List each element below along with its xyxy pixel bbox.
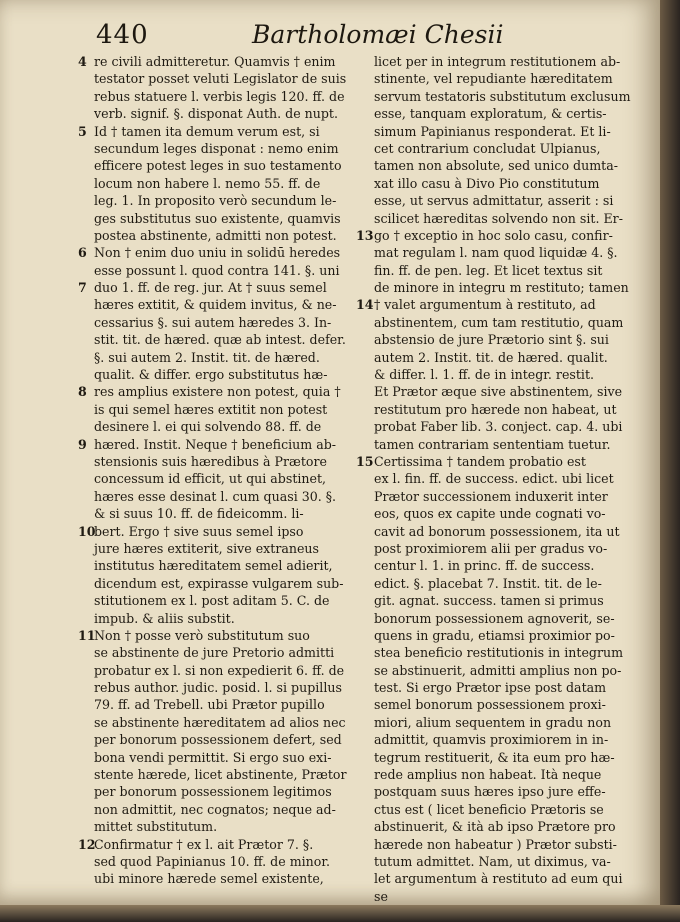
line-text: non admittit, nec cognatos; neque ad- bbox=[94, 801, 336, 817]
text-line bbox=[358, 627, 630, 644]
line-text: tegrum restituerit, & ita eum pro hæ- bbox=[374, 749, 615, 765]
line-text: ex l. fin. ff. de success. edict. ubi licet bbox=[374, 471, 614, 487]
line-text: rede amplius non habeat. Ità neque bbox=[374, 767, 602, 783]
text-line bbox=[78, 436, 368, 453]
line-text: se abstinente de jure Pretorio admitti bbox=[94, 645, 335, 661]
line-text: cet contrarium concludat Ulpianus, bbox=[374, 140, 601, 156]
line-text: institutus hæreditatem semel adierit, bbox=[94, 558, 333, 574]
line-text: abstensio de jure Prætorio sint §. sui bbox=[374, 332, 609, 348]
text-line bbox=[78, 540, 368, 557]
text-line bbox=[358, 679, 630, 696]
line-text: se abstinente hæreditatem ad alios nec bbox=[94, 714, 346, 730]
line-text: let argumentum à restituto ad eum qui bbox=[374, 871, 623, 887]
line-text: §. sui autem 2. Instit. tit. de hæred. bbox=[94, 349, 320, 365]
marginal-number: 15 bbox=[356, 453, 374, 469]
text-line bbox=[358, 470, 630, 487]
text-line bbox=[358, 262, 630, 279]
text-line bbox=[78, 801, 368, 818]
line-text: autem 2. Instit. tit. de hæred. qualit. bbox=[374, 349, 608, 365]
text-line bbox=[358, 436, 630, 453]
line-text: mittet substitutum. bbox=[94, 819, 218, 835]
text-line bbox=[78, 783, 368, 800]
line-text: testator posset veluti Legislator de suis bbox=[94, 71, 347, 87]
line-text: admittit, quamvis proximiorem in in- bbox=[374, 732, 609, 748]
line-text: abstinentem, cum tam restitutio, quam bbox=[374, 314, 624, 330]
line-text: & si suus 10. ff. de fideicomm. li- bbox=[94, 506, 304, 522]
line-text: stinente, vel repudiante hæreditatem bbox=[374, 71, 613, 87]
text-line bbox=[358, 296, 630, 313]
marginal-number: 8 bbox=[78, 384, 87, 400]
page-bottom-edge bbox=[0, 905, 680, 922]
line-text: qualit. & differ. ergo substitutus hæ- bbox=[94, 367, 328, 383]
line-text: go † exceptio in hoc solo casu, confir- bbox=[374, 227, 613, 243]
text-line bbox=[78, 53, 368, 70]
marginal-number: 12 bbox=[78, 836, 96, 852]
line-text: postea abstinente, admitti non potest. bbox=[94, 227, 337, 243]
line-text: Non † posse verò substitutum suo bbox=[94, 627, 310, 643]
text-line bbox=[358, 714, 630, 731]
text-line bbox=[358, 88, 630, 105]
text-line bbox=[358, 157, 630, 174]
text-line bbox=[78, 244, 368, 261]
text-line bbox=[358, 749, 630, 766]
line-text: servum testatoris substitutum exclusum bbox=[374, 88, 631, 104]
marginal-number: 9 bbox=[78, 436, 87, 452]
text-line bbox=[358, 210, 630, 227]
text-line bbox=[78, 175, 368, 192]
text-line bbox=[358, 696, 630, 713]
line-text: res amplius existere non potest, quia † bbox=[94, 384, 341, 400]
line-text: ctus est ( licet beneficio Prætoris se bbox=[374, 801, 604, 817]
text-line bbox=[358, 70, 630, 87]
line-text: stensionis suis hæredibus à Prætore bbox=[94, 453, 327, 469]
line-text: ubi minore hærede semel existente, bbox=[94, 871, 324, 887]
line-text: hæres extitit, & quidem invitus, & ne- bbox=[94, 297, 337, 313]
text-line bbox=[78, 349, 368, 366]
text-line bbox=[78, 262, 368, 279]
line-text: re civili admitteretur. Quamvis † enim bbox=[94, 54, 336, 69]
text-line bbox=[358, 644, 630, 661]
marginal-number: 13 bbox=[356, 227, 374, 243]
line-text: Non † enim duo uniu in solidū heredes bbox=[94, 245, 341, 261]
line-text: is qui semel hæres extitit non potest bbox=[94, 401, 328, 417]
line-text: ges substitutus suo existente, quamvis bbox=[94, 210, 341, 226]
text-line bbox=[358, 505, 630, 522]
line-text: probat Faber lib. 3. conject. cap. 4. ubi bbox=[374, 419, 623, 435]
line-text: quens in gradu, etiamsi proximior po- bbox=[374, 627, 615, 643]
line-text: tamen non absolute, sed unico dumta- bbox=[374, 158, 618, 174]
line-text: secundum leges disponat : nemo enim bbox=[94, 140, 339, 156]
line-text: esse possunt l. quod contra 141. §. uni bbox=[94, 262, 340, 278]
line-text: stea beneficio restitutionis in integrum bbox=[374, 645, 624, 661]
text-line bbox=[78, 749, 368, 766]
marginal-number: 10 bbox=[78, 523, 96, 539]
line-text: Confirmatur † ex l. ait Prætor 7. §. bbox=[94, 836, 314, 852]
text-line bbox=[78, 523, 368, 540]
line-text: & differ. l. 1. ff. de in integr. restit. bbox=[374, 367, 595, 383]
marginal-number: 7 bbox=[78, 280, 87, 296]
line-text: per bonorum possessionem defert, sed bbox=[94, 732, 342, 748]
line-text: impub. & aliis substit. bbox=[94, 610, 235, 626]
text-line bbox=[78, 627, 368, 644]
line-text: 79. ff. ad Trebell. ubi Prætor pupillo bbox=[94, 697, 325, 713]
text-line bbox=[78, 453, 374, 470]
line-text: fin. ff. de pen. leg. Et licet textus sit bbox=[374, 262, 603, 278]
text-line bbox=[358, 540, 630, 557]
marginal-number: 5 bbox=[78, 123, 87, 139]
marginal-number: 11 bbox=[78, 627, 96, 643]
text-line bbox=[78, 70, 368, 87]
line-text: post proximiorem alii per gradus vo- bbox=[374, 540, 608, 556]
text-line bbox=[78, 88, 368, 105]
text-line bbox=[358, 836, 630, 853]
text-line bbox=[358, 818, 630, 835]
text-line bbox=[78, 696, 368, 713]
line-text: cavit ad bonorum possessionem, ita ut bbox=[374, 523, 620, 539]
text-line bbox=[358, 488, 630, 505]
text-line bbox=[358, 349, 630, 366]
text-line bbox=[358, 175, 630, 192]
text-line bbox=[78, 296, 374, 313]
line-text: dicendum est, expirasse vulgarem sub- bbox=[94, 575, 344, 591]
text-line bbox=[78, 314, 368, 331]
line-text: xat illo casu à Divo Pio constitutum bbox=[374, 175, 600, 191]
line-text: esse, tanquam exploratum, & certis- bbox=[374, 106, 607, 122]
line-text: licet per in integrum restitutionem ab- bbox=[374, 54, 621, 69]
text-line bbox=[78, 853, 368, 870]
running-head: Bartholomæi Chesii bbox=[252, 20, 504, 49]
text-line bbox=[78, 870, 368, 887]
line-text: cessarius §. sui autem hæredes 3. In- bbox=[94, 314, 332, 330]
line-text: bonorum possessionem agnoverit, se- bbox=[374, 610, 615, 626]
line-text: de minore in integru m restituto; tamen bbox=[374, 280, 629, 296]
line-text: rebus author. judic. posid. l. si pupillus bbox=[94, 680, 342, 696]
line-text: stitutionem ex l. post aditam 5. C. de bbox=[94, 593, 330, 609]
line-text: scilicet hæreditas solvendo non sit. Er- bbox=[374, 210, 623, 226]
line-text: hæred. Instit. Neque † beneficium ab- bbox=[94, 436, 337, 452]
line-text: eos, quos ex capite unde cognati vo- bbox=[374, 506, 606, 522]
text-line bbox=[78, 644, 368, 661]
text-line bbox=[358, 575, 630, 592]
line-text: Et Prætor æque sive abstinentem, sive bbox=[374, 384, 623, 400]
line-text: tamen contrariam sententiam tuetur. bbox=[374, 436, 611, 452]
text-line bbox=[78, 279, 368, 296]
line-text: rebus statuere l. verbis legis 120. ff. de bbox=[94, 88, 345, 104]
line-text: se abstinuerit, admitti amplius non po- bbox=[374, 662, 622, 678]
text-line bbox=[358, 383, 630, 400]
text-line bbox=[78, 470, 368, 487]
text-line bbox=[358, 888, 630, 905]
text-line bbox=[78, 401, 368, 418]
text-line bbox=[78, 557, 368, 574]
book-gutter bbox=[660, 0, 680, 922]
text-line bbox=[78, 488, 368, 505]
text-line bbox=[78, 818, 368, 835]
line-text: restitutum pro hærede non habeat, ut bbox=[374, 401, 617, 417]
text-line bbox=[78, 731, 368, 748]
text-line bbox=[78, 366, 368, 383]
text-line bbox=[358, 731, 630, 748]
text-line bbox=[78, 105, 368, 122]
line-text: stente hærede, licet abstinente, Prætor bbox=[94, 767, 347, 783]
text-line bbox=[358, 244, 630, 261]
text-line bbox=[78, 610, 368, 627]
text-line bbox=[78, 592, 368, 609]
text-line bbox=[78, 227, 374, 244]
line-text: abstinuerit, & ità ab ipso Prætore pro bbox=[374, 819, 616, 835]
line-text: se bbox=[374, 888, 388, 904]
line-text: hærede non habeatur ) Prætor substi- bbox=[374, 836, 617, 852]
line-text: hæres esse desinat l. cum quasi 30. §. bbox=[94, 488, 337, 504]
text-line bbox=[78, 157, 368, 174]
line-text: verb. signif. §. disponat Auth. de nupt. bbox=[94, 106, 338, 122]
line-text: duo 1. ff. de reg. jur. At † suus semel bbox=[94, 280, 327, 296]
text-line bbox=[78, 679, 368, 696]
text-line bbox=[358, 418, 630, 435]
text-line bbox=[358, 123, 630, 140]
line-text: centur l. 1. in princ. ff. de success. bbox=[374, 558, 595, 574]
page-header bbox=[96, 14, 656, 54]
marginal-number: 4 bbox=[78, 54, 87, 69]
text-line bbox=[78, 192, 368, 209]
line-text: semel bonorum possessionem proxi- bbox=[374, 697, 606, 713]
text-line bbox=[358, 140, 630, 157]
line-text: concessum id efficit, ut qui abstinet, bbox=[94, 471, 327, 487]
line-text: tutum admittet. Nam, ut diximus, va- bbox=[374, 853, 611, 869]
line-text: test. Si ergo Prætor ipse post datam bbox=[374, 680, 607, 696]
text-line bbox=[358, 766, 630, 783]
marginal-number: 14 bbox=[356, 297, 374, 313]
text-line bbox=[358, 192, 630, 209]
line-text: efficere potest leges in suo testamento bbox=[94, 158, 342, 174]
line-text: git. agnat. success. tamen si primus bbox=[374, 593, 604, 609]
text-line bbox=[358, 801, 630, 818]
text-line bbox=[358, 401, 630, 418]
left-text-column bbox=[78, 53, 374, 888]
text-line bbox=[78, 331, 368, 348]
line-text: per bonorum possessionem legitimos bbox=[94, 784, 332, 800]
line-text: † valet argumentum à restituto, ad bbox=[374, 297, 596, 313]
line-text: bert. Ergo † sive suus semel ipso bbox=[94, 523, 304, 539]
text-line bbox=[78, 210, 368, 227]
text-line bbox=[78, 123, 368, 140]
line-text: jure hæres extiterit, sive extraneus bbox=[94, 540, 319, 556]
text-line bbox=[358, 279, 630, 296]
line-text: simum Papinianus responderat. Et li- bbox=[374, 123, 611, 139]
line-text: mat regulam l. nam quod liquidæ 4. §. bbox=[374, 245, 618, 261]
text-line bbox=[358, 331, 630, 348]
line-text: sed quod Papinianus 10. ff. de minor. bbox=[94, 853, 330, 869]
text-line bbox=[358, 610, 630, 627]
text-line bbox=[358, 523, 630, 540]
line-text: miori, alium sequentem in gradu non bbox=[374, 714, 612, 730]
line-text: Certissima † tandem probatio est bbox=[374, 453, 586, 469]
line-text: leg. 1. In proposito verò secundum le- bbox=[94, 193, 337, 209]
line-text: Prætor successionem induxerit inter bbox=[374, 488, 608, 504]
text-line bbox=[358, 662, 630, 679]
line-text: desinere l. ei qui solvendo 88. ff. de bbox=[94, 419, 322, 435]
text-line bbox=[78, 714, 368, 731]
text-line bbox=[358, 105, 630, 122]
text-line bbox=[358, 853, 630, 870]
marginal-number: 6 bbox=[78, 245, 87, 261]
line-text: esse, ut servus admittatur, asserit : si bbox=[374, 193, 614, 209]
text-line bbox=[78, 836, 368, 853]
text-line bbox=[358, 314, 630, 331]
text-line bbox=[358, 783, 630, 800]
text-line bbox=[78, 140, 368, 157]
line-text: bona vendi permittit. Si ergo suo exi- bbox=[94, 749, 332, 765]
line-text: probatur ex l. si non expedierit 6. ff. de bbox=[94, 662, 345, 678]
right-text-column bbox=[358, 53, 630, 905]
text-line bbox=[358, 557, 630, 574]
line-text: postquam suus hæres ipso jure effe- bbox=[374, 784, 606, 800]
text-line bbox=[78, 575, 368, 592]
text-line bbox=[78, 662, 368, 679]
text-line bbox=[358, 227, 630, 244]
text-line bbox=[78, 505, 368, 522]
text-line bbox=[358, 870, 630, 887]
line-text: edict. §. placebat 7. Instit. tit. de le- bbox=[374, 575, 602, 591]
page-number: 440 bbox=[96, 20, 149, 50]
text-line bbox=[78, 383, 368, 400]
text-line bbox=[358, 453, 630, 470]
line-text: locum non habere l. nemo 55. ff. de bbox=[94, 175, 321, 191]
text-line bbox=[358, 53, 630, 70]
line-text: Id † tamen ita demum verum est, si bbox=[94, 123, 320, 139]
text-line bbox=[358, 366, 630, 383]
text-line bbox=[78, 766, 368, 783]
line-text: stit. tit. de hæred. quæ ab intest. defer. bbox=[94, 332, 346, 348]
text-line bbox=[358, 592, 630, 609]
text-line bbox=[78, 418, 368, 435]
